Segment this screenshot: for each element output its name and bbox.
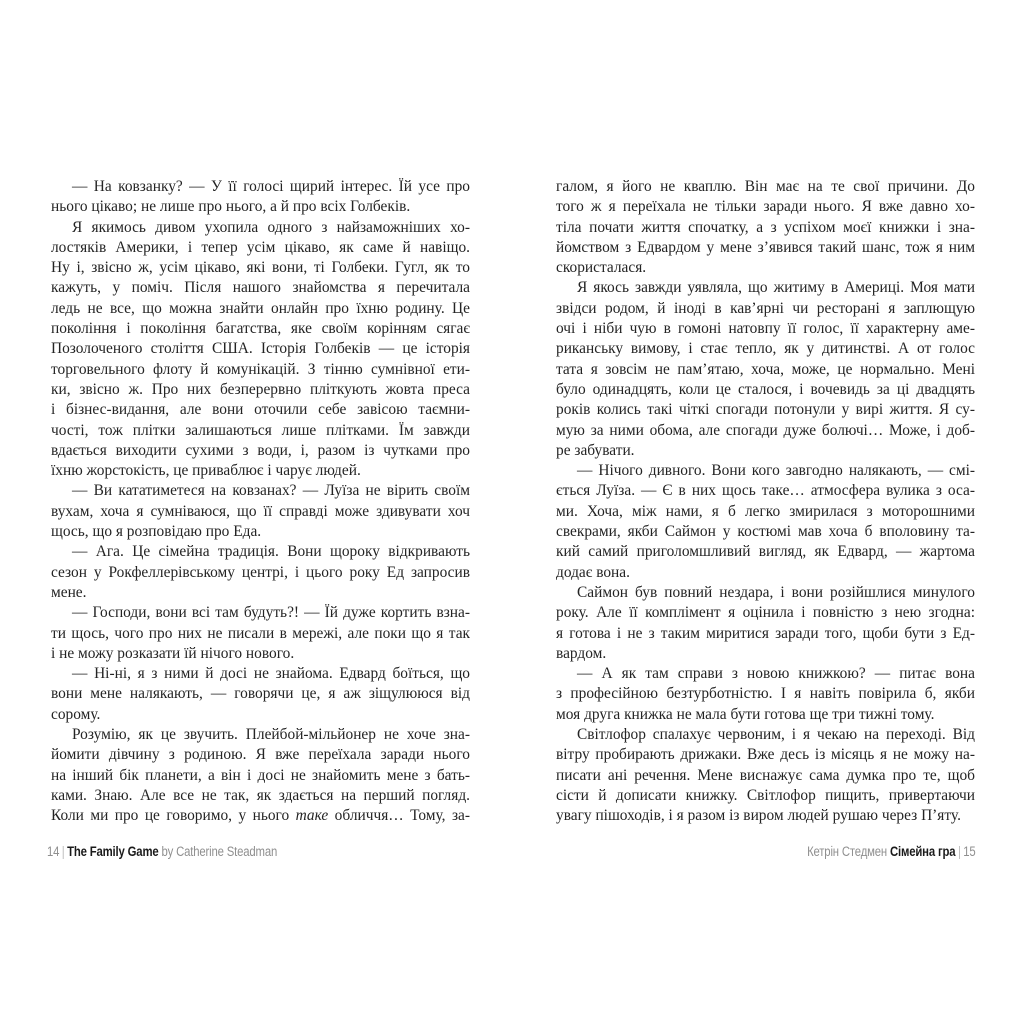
text-line: увагу пішоходів, і я разом із виром людей рушаю через П’яту. [556, 807, 961, 825]
text-line: ми. Хоча, між нами, я б легко змирилася з моторошними [556, 502, 975, 520]
paragraph [556, 664, 975, 725]
text-line: Світлофор спалахує червоним, і я чекаю на переході. Від [577, 726, 975, 744]
paragraph [556, 177, 975, 278]
text-line: вони мене налякають, — говорячи це, я аж зіщулююся від [51, 685, 470, 703]
text-line: і не можу розказати їй нічого нового. [51, 644, 295, 662]
left-page-text-column [51, 177, 470, 827]
text-line: вухам, хоча я сумніваюся, що її справді може здивувати хоч [51, 502, 470, 520]
text-line: — Нічого дивного. Вони кого завгодно налякають, — смі- [577, 462, 975, 480]
text-line: щось, що я розповідаю про Еда. [51, 523, 262, 541]
right-page-text-column [556, 177, 975, 827]
text-line: і бізнес-видання, але вони оточили себе завісою таємни- [51, 401, 470, 419]
text-line: на інший бік планети, а він і досі не знайомить мене з бать- [51, 766, 470, 784]
text-line: тата я зовсім не пам’ятаю, хоча, може, це нормально. Мені [556, 360, 975, 378]
text-line: додає вона. [556, 563, 630, 581]
text-line: Саймон був повний нездара, і вони розійшлися минулого [577, 583, 975, 601]
text-line: писати ані речення. Мене виснажує сама думка про те, щоб [556, 766, 975, 784]
page-number: 14 [47, 844, 60, 859]
paragraph [556, 278, 975, 461]
text-line: того ж я переїхала не тільки заради нього. Я вже давно хо- [556, 198, 975, 216]
text-line: років колись такі чіткі спогади потонули у вирі життя. Я су- [556, 401, 975, 419]
text-line: Коли ми про це говоримо, у нього таке обличчя… Тому, за- [51, 807, 470, 825]
text-line: ки, звісно ж. Про них безперервно пліткують жовта преса [51, 380, 470, 398]
right-page-footer [808, 844, 976, 860]
byline: by Catherine Steadman [161, 844, 278, 859]
text-line: кий самий приголомшливий вигляд, як Едвард, — жартома [556, 543, 975, 561]
text-line: ється Луїза. — Є в них щось таке… атмосфера вулика з оса- [556, 482, 975, 500]
text-line: я готова і не з таким миритися заради того, щоби бути з Ед- [556, 624, 975, 642]
paragraph [556, 583, 975, 664]
paragraph [51, 664, 470, 725]
text-line: очі і ніби чую в гомоні натовпу її голос, її характерну аме- [556, 320, 975, 338]
footer-separator: | [958, 844, 962, 859]
page-number: 15 [963, 844, 976, 859]
text-line: — Господи, вони всі там будуть?! — Їй дуже кортить взна- [72, 604, 470, 622]
text-line: сісти й дописати книжку. Світлофор пищить, привертаючи [556, 786, 975, 804]
text-line: — На ковзанку? — У її голосі щирий інтерес. Їй усе про [72, 178, 470, 195]
text-line: Позолоченого століття США. Історія Голбеків — це історія [51, 340, 470, 358]
text-line: скористалася. [556, 259, 647, 277]
text-line: свекрами, якби Саймон у костюмі мав хоча б вполовину та- [556, 523, 975, 541]
footer-separator: | [61, 844, 65, 859]
text-line: — А як там справи з новою книжкою? — питає вона [577, 665, 975, 683]
paragraph [51, 218, 470, 482]
text-line: мене. [51, 583, 87, 601]
book-title: The Family Game [67, 844, 159, 859]
text-line: чості, тож плітки залишаються лише плітками. Їм завжди [51, 421, 470, 439]
text-line: вітру пробирають дрижаки. Вже десь із місяць я не можу на- [556, 746, 975, 764]
text-line: з професійною безтурботністю. І я навіть повірила б, якби [556, 685, 975, 703]
text-line: вдається виходити сухими з води, і, разом із чутками про [51, 441, 470, 459]
text-line: ками. Знаю. Але все не так, як здається на перший погляд. [51, 786, 470, 804]
text-line: риканську вимову, і стає тепло, як у дитинстві. А от голос [556, 340, 975, 358]
paragraph [51, 177, 470, 218]
paragraph [556, 725, 975, 826]
text-line: нього цікаво; не лише про нього, а й про всіх Голбеків. [51, 198, 411, 216]
text-line: Ну і, звісно ж, усім цікаво, які вони, ті Голбеки. Гугл, як то [51, 259, 470, 277]
text-line: галом, я його не кваплю. Він має на те свої причини. До [556, 178, 975, 195]
paragraph [556, 461, 975, 583]
text-line: — Ні-ні, я з ними й досі не знайома. Едвард боїться, що [72, 665, 470, 683]
text-line: Я якимось дивом ухопила одного з найзаможніших хо- [72, 218, 470, 236]
paragraph [51, 542, 470, 603]
text-line: року. Але її комплімент я оцінила і повністю з нею згодна: [556, 604, 975, 622]
text-line: торговельного флоту й комунікацій. З тінню сумнівної ети- [51, 360, 470, 378]
text-line: кажуть, у поміч. Після нашого знайомства я перечитала [51, 279, 470, 297]
text-line: мую за ними обома, але спогади дуже болючі… Може, і доб- [556, 421, 975, 439]
text-line: сорому. [51, 705, 101, 723]
paragraph [51, 725, 470, 826]
paragraph [51, 481, 470, 542]
text-line: було одинадцять, коли це сталося, і вочевидь за ці двадцять [556, 380, 975, 398]
text-line: — Ви кататиметеся на ковзанах? — Луїза не вірить своїм [72, 482, 470, 500]
author-name: Кетрін Стедмен [807, 844, 888, 859]
text-line: йомством з Едвардом у мене з’явився такий шанс, тож я ним [556, 238, 975, 256]
text-line: тіла почати життя спочатку, а з успіхом моєї книжки і зна- [556, 218, 975, 236]
text-line: Розумію, як це звучить. Плейбой-мільйонер не хоче зна- [72, 726, 470, 744]
text-line: ледь не все, що можна знайти онлайн про їхню родину. Це [51, 299, 470, 317]
text-line: — Ага. Це сімейна традиція. Вони щороку відкривають [72, 543, 470, 561]
text-line: йомити дівчину з родиною. Я вже переїхала заради нього [51, 746, 470, 764]
text-line: покоління і покоління багатства, яке своїм корінням сягає [51, 320, 470, 338]
text-line: лостяків Америки, і тепер усім цікаво, як саме й навіщо. [51, 238, 470, 256]
left-page-footer [47, 844, 277, 860]
book-title: Сімейна гра [890, 844, 956, 859]
paragraph [51, 603, 470, 664]
text-line: Я якось завжди уявляла, що житиму в Америці. Моя мати [577, 279, 975, 297]
text-line: звідси родом, й іноді в кав’ярні чи ресторані я заплющую [556, 299, 975, 317]
text-line: вардом. [556, 644, 607, 662]
text-line: їхню жорстокість, це приваблює і чарує людей. [51, 462, 361, 480]
text-line: ти щось, чого про них не писали в мережі, але поки що я так [51, 624, 470, 642]
text-line: ре забувати. [556, 441, 635, 459]
text-line: моя друга книжка не мала бути готова ще три тижні тому. [556, 705, 935, 723]
text-line: сезон у Рокфеллерівському центрі, і цього року Ед запросив [51, 563, 470, 581]
